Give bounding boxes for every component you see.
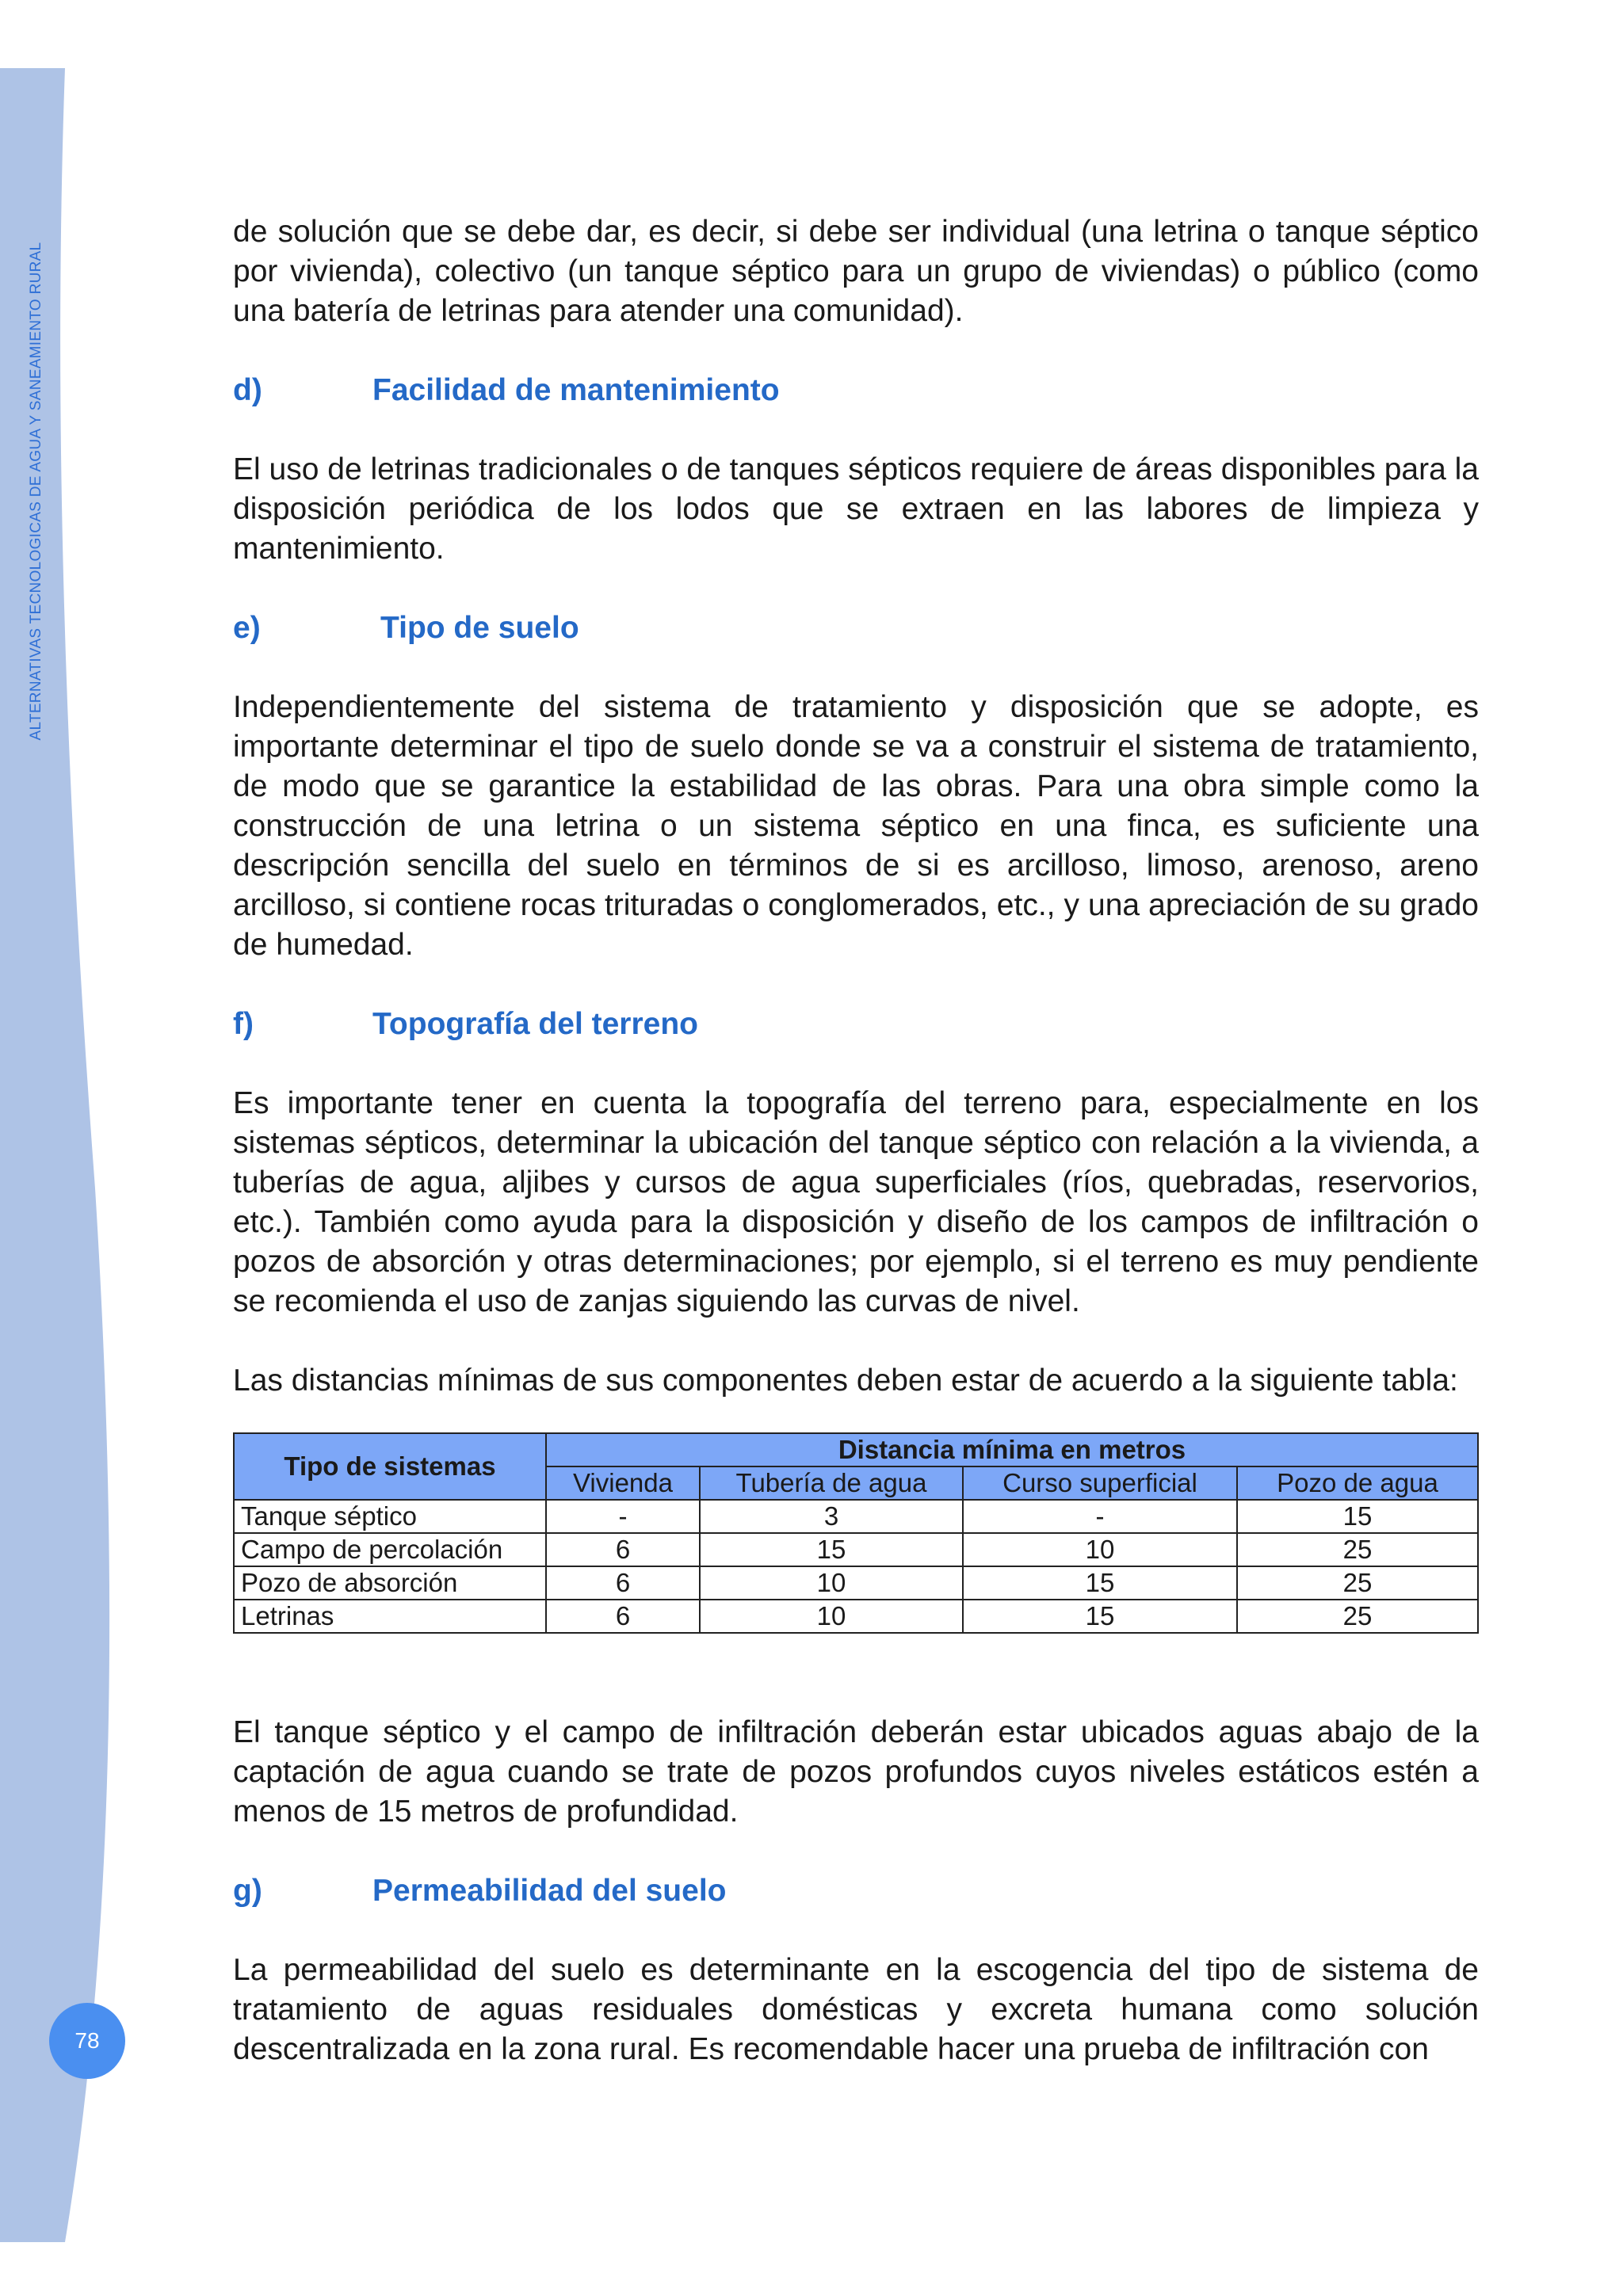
section-heading-d bbox=[233, 371, 1479, 410]
table-cell: 15 bbox=[1237, 1500, 1478, 1533]
table-cell: 3 bbox=[700, 1500, 963, 1533]
section-heading-e bbox=[233, 608, 1479, 648]
paragraph-after-table: El tanque séptico y el campo de infiltración deberán estar ubicados aguas abajo de la captación de agua cuando se trate de pozos profundos cuyos niveles estáticos estén a menos de 15 metros de profundidad. bbox=[233, 1715, 1479, 1829]
table-row bbox=[234, 1533, 1478, 1566]
table-column-header: Vivienda bbox=[546, 1466, 700, 1500]
table-cell: - bbox=[963, 1500, 1237, 1533]
section-label: d) bbox=[233, 373, 262, 407]
table-header-group: Distancia mínima en metros bbox=[546, 1433, 1478, 1466]
section-label: f) bbox=[233, 1007, 254, 1041]
section-title: Facilidad de mantenimiento bbox=[372, 373, 780, 407]
table-cell: 10 bbox=[700, 1600, 963, 1633]
sidebar-band bbox=[0, 0, 127, 2296]
section-heading-g bbox=[233, 1871, 1479, 1911]
paragraph-soil-type: Independientemente del sistema de tratamiento y disposición que se adopte, es importante determinar el tipo de suelo donde se va a construir el sistema de tratamiento, de modo que se garantice la estabilidad de las obras. Para una obra simple como la construcción de una letrina o un sistema séptico en una finca, es suficiente una descripción sencilla del suelo en términos de si es arcilloso, limoso, arenoso, areno arcilloso, si contiene rocas trituradas o conglomerados, etc., y una apreciación de su grado de humedad. bbox=[233, 690, 1479, 962]
table-cell: 25 bbox=[1237, 1566, 1478, 1600]
table-cell: Letrinas bbox=[234, 1600, 546, 1633]
page-content bbox=[233, 212, 1479, 2069]
table-column-header: Curso superficial bbox=[963, 1466, 1237, 1500]
table-cell: 6 bbox=[546, 1600, 700, 1633]
distance-table bbox=[233, 1432, 1479, 1634]
paragraph-maintenance: El uso de letrinas tradicionales o de tanques sépticos requiere de áreas disponibles para la disposición periódica de los lodos que se extraen en las labores de limpieza y mantenimiento. bbox=[233, 452, 1479, 566]
section-title: Topografía del terreno bbox=[372, 1007, 698, 1041]
table-column-header: Pozo de agua bbox=[1237, 1466, 1478, 1500]
section-title: Tipo de suelo bbox=[380, 611, 579, 645]
table-column-header: Tubería de agua bbox=[700, 1466, 963, 1500]
table-cell: 15 bbox=[963, 1600, 1237, 1633]
table-cell: 25 bbox=[1237, 1600, 1478, 1633]
table-row bbox=[234, 1566, 1478, 1600]
section-label: e) bbox=[233, 611, 261, 645]
section-heading-f bbox=[233, 1005, 1479, 1044]
table-header-system-type: Tipo de sistemas bbox=[234, 1433, 546, 1500]
paragraph-topography: Es importante tener en cuenta la topografía del terreno para, especialmente en los sistemas sépticos, determinar la ubicación del tanque séptico con relación a la vivienda, a tuberías de agua, aljibes y cursos de agua superficiales (ríos, quebradas, reservorios, etc.). También como ayuda para la disposición y diseño de los campos de infiltración o pozos de absorción y otras determinaciones; por ejemplo, si el terreno es muy pendiente se recomienda el uso de zanjas siguiendo las curvas de nivel. bbox=[233, 1086, 1479, 1318]
table-cell: 6 bbox=[546, 1566, 700, 1600]
table-cell: 25 bbox=[1237, 1533, 1478, 1566]
table-cell: 10 bbox=[963, 1533, 1237, 1566]
section-label: g) bbox=[233, 1874, 262, 1908]
paragraph-permeability: La permeabilidad del suelo es determinante en la escogencia del tipo de sistema de tratamiento de aguas residuales domésticas y excreta humana como solución descentralizada en la zona rural. Es recomendable hacer una prueba de infiltración con bbox=[233, 1953, 1479, 2066]
table-row bbox=[234, 1600, 1478, 1633]
table-cell: Pozo de absorción bbox=[234, 1566, 546, 1600]
section-title: Permeabilidad del suelo bbox=[372, 1874, 727, 1908]
sidebar-vertical-title: ALTERNATIVAS TECNOLOGICAS DE AGUA Y SANEAMIENTO RURAL bbox=[28, 242, 44, 741]
page-number-badge: 78 bbox=[49, 2003, 125, 2079]
paragraph-table-intro: Las distancias mínimas de sus componentes deben estar de acuerdo a la siguiente tabla: bbox=[233, 1363, 1458, 1398]
table-cell: 15 bbox=[963, 1566, 1237, 1600]
table-cell: Campo de percolación bbox=[234, 1533, 546, 1566]
table-row bbox=[234, 1500, 1478, 1533]
paragraph-intro: de solución que se debe dar, es decir, si debe ser individual (una letrina o tanque séptico por vivienda), colectivo (un tanque séptico para un grupo de viviendas) o público (como una batería de letrinas para atender una comunidad). bbox=[233, 215, 1479, 328]
table-cell: 10 bbox=[700, 1566, 963, 1600]
table-cell: - bbox=[546, 1500, 700, 1533]
table-cell: 15 bbox=[700, 1533, 963, 1566]
table-cell: 6 bbox=[546, 1533, 700, 1566]
table-cell: Tanque séptico bbox=[234, 1500, 546, 1533]
